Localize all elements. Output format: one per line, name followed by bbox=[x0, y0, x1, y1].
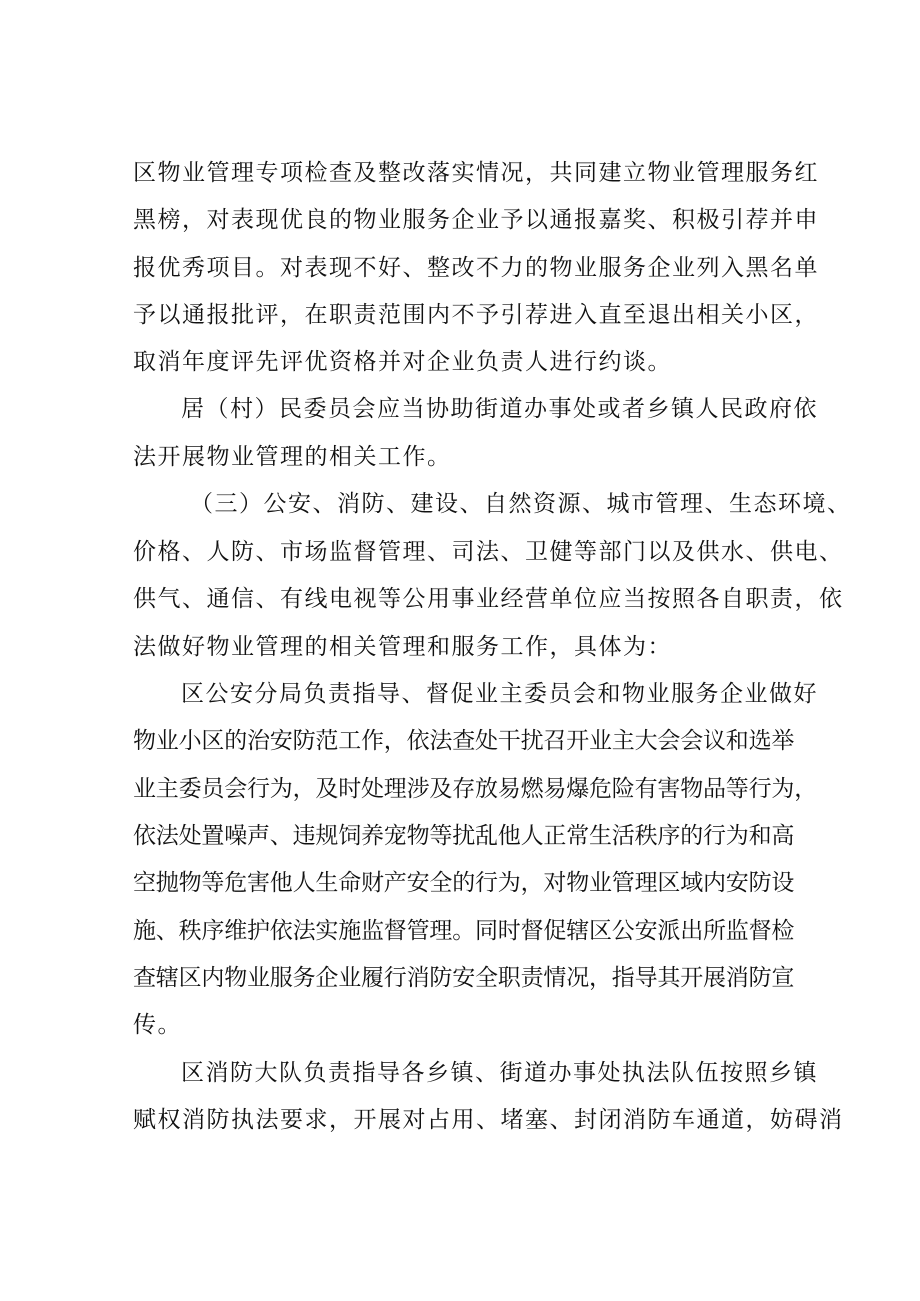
text-line: 法开展物业管理的相关工作。 bbox=[133, 444, 452, 470]
text-line: 黑榜，对表现优良的物业服务企业予以通报嘉奖、积极引荐并申 bbox=[133, 207, 819, 233]
text-line: 区物业管理专项检查及整改落实情况，共同建立物业管理服务红 bbox=[133, 160, 819, 186]
text-line: 区消防大队负责指导各乡镇、街道办事处执法队伍按照乡镇 bbox=[181, 1060, 818, 1086]
text-line: 取消年度评先评优资格并对企业负责人进行约谈。 bbox=[133, 349, 672, 375]
text-line: 依法处置噪声、违规饲养宠物等扰乱他人正常生活秩序的行为和高 bbox=[133, 823, 795, 849]
text-line: 报优秀项目。对表现不好、整改不力的物业服务企业列入黑名单 bbox=[133, 255, 819, 281]
text-line: 区公安分局负责指导、督促业主委员会和物业服务企业做好 bbox=[181, 681, 818, 707]
text-line: 赋权消防执法要求，开展对占用、堵塞、封闭消防车通道，妨碍消 bbox=[133, 1107, 844, 1133]
text-line: 物业小区的治安防范工作，依法查处干扰召开业主大会会议和选举 bbox=[133, 728, 795, 754]
text-line: 供气、通信、有线电视等公用事业经营单位应当按照各自职责，依 bbox=[133, 586, 844, 612]
text-line: 居（村）民委员会应当协助街道办事处或者乡镇人民政府依 bbox=[181, 396, 818, 422]
text-line: 空抛物等危害他人生命财产安全的行为，对物业管理区域内安防设 bbox=[133, 870, 795, 896]
text-line: 查辖区内物业服务企业履行消防安全职责情况，指导其开展消防宣 bbox=[133, 965, 795, 991]
text-line: 法做好物业管理的相关管理和服务工作，具体为： bbox=[133, 634, 672, 660]
text-line: 业主委员会行为，及时处理涉及存放易燃易爆危险有害物品等行为， bbox=[133, 776, 818, 802]
section-heading-line: （三）公安、消防、建设、自然资源、城市管理、生态环境、 bbox=[190, 491, 852, 517]
text-line: 价格、人防、市场监督管理、司法、卫健等部门以及供水、供电、 bbox=[133, 539, 844, 565]
text-line: 予以通报批评，在职责范围内不予引荐进入直至退出相关小区， bbox=[133, 302, 819, 328]
text-line: 施、秩序维护依法实施监督管理。同时督促辖区公安派出所监督检 bbox=[133, 918, 795, 944]
text-line: 传。 bbox=[133, 1012, 182, 1038]
